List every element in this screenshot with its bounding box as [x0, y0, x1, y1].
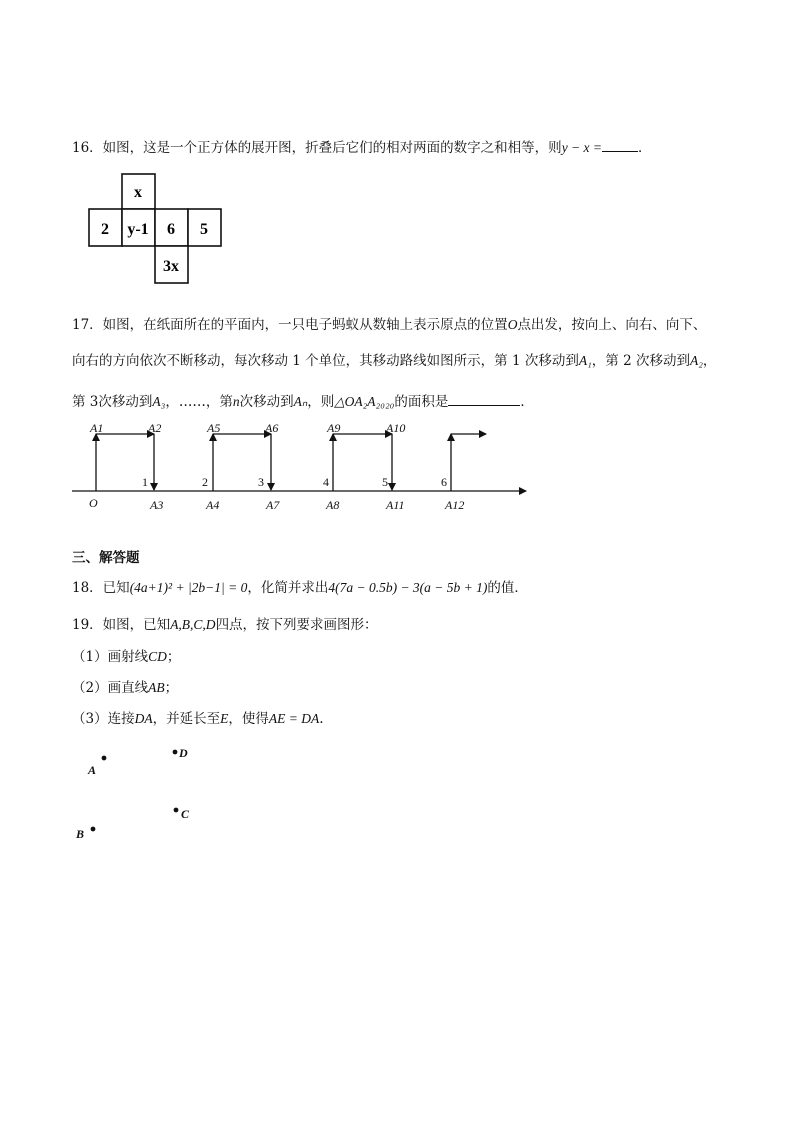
q19-part3-label: （3）连接	[72, 711, 135, 727]
q16-text-after: ．	[638, 140, 652, 156]
q18-text	[72, 576, 528, 596]
q19-part-2	[72, 676, 178, 696]
q17-origin-var: O	[507, 317, 518, 332]
q19-part2-target: AB	[148, 680, 165, 695]
label-A1: A1	[90, 421, 104, 435]
axis-num-5: 5	[382, 475, 388, 489]
q17-line3-end: 的面积是	[394, 394, 449, 410]
q18-expression: 4(7a − 0.5b) − 3(a − 5b + 1)	[328, 580, 488, 595]
q19-points: A,B,C,D	[170, 617, 216, 632]
q18-suffix: 的值．	[487, 580, 528, 596]
q17-line-3	[72, 390, 534, 410]
axis-num-1: 1	[142, 475, 148, 489]
net-label-2: y-1	[127, 221, 149, 238]
point-label-C: C	[181, 807, 190, 821]
label-A10: A10	[386, 421, 406, 435]
point-A	[102, 756, 107, 761]
q19-part1-label: （1）画射线	[72, 649, 149, 665]
axis-num-6: 6	[441, 475, 447, 489]
q18-condition: (4a+1)² + |2b−1| = 0	[129, 580, 248, 595]
label-A8: A8	[326, 498, 340, 512]
q18-prefix: 18．已知	[72, 580, 130, 596]
q19-part3-eq: AE = DA	[268, 711, 320, 726]
cube-net-figure	[88, 172, 228, 297]
q19-part3-dot: .	[319, 711, 324, 727]
label-A6: A6	[265, 421, 279, 435]
q16-text-before: 16．如图，这是一个正方体的展开图，折叠后它们的相对两面的数字之和相等，则	[72, 140, 562, 156]
point-label-A: A	[88, 763, 97, 777]
q17-n: n	[232, 394, 240, 409]
q16-answer-blank[interactable]	[602, 151, 638, 152]
q17-line3-mid1: ，……，第	[165, 394, 233, 410]
q17-line1-end: 点出发，按向上、向右、向下、	[517, 317, 707, 333]
q17-triangle: △OA₂A₂₀₂₀	[334, 394, 395, 409]
q19-part2-end: ；	[164, 680, 179, 696]
label-O: O	[89, 496, 98, 510]
axis-num-3: 3	[258, 475, 264, 489]
q16-text	[72, 136, 652, 156]
q19-part1-end: ；	[166, 649, 181, 665]
net-label-bottom: 3x	[163, 258, 179, 275]
ant-path-figure	[70, 418, 540, 518]
q17-line2-end: ，	[702, 353, 717, 369]
axis-num-4: 4	[323, 475, 329, 489]
label-A11: A11	[386, 498, 405, 512]
q19-part3-target: DA	[134, 711, 153, 726]
label-A3: A3	[150, 498, 164, 512]
q17-line-2	[72, 349, 716, 369]
q19-prefix: 19．如图，已知	[72, 617, 171, 633]
q17-an: Aₙ	[293, 394, 308, 409]
point-C	[174, 808, 179, 813]
q19-suffix: 四点，按下列要求画图形：	[215, 617, 378, 633]
label-A2: A2	[148, 421, 162, 435]
q19-part-1	[72, 645, 180, 665]
q17-line3-mid2: 次移动到	[239, 394, 294, 410]
q17-period: ．	[520, 394, 534, 410]
net-label-3: 6	[167, 221, 175, 238]
point-label-B: B	[76, 827, 85, 841]
q17-a1: A₁	[578, 353, 592, 368]
q19-text	[72, 613, 378, 633]
q19-part2-label: （2）画直线	[72, 680, 149, 696]
section-title: 三、解答题	[72, 550, 140, 566]
point-D	[173, 750, 178, 755]
q19-part3-e: E	[220, 711, 229, 726]
label-A9: A9	[327, 421, 341, 435]
points-figure	[70, 740, 210, 850]
q17-line3-text: 第 3次移动到	[72, 394, 153, 410]
q17-a2: A₂	[689, 353, 703, 368]
q17-line2-text: 向右的方向依次不断移动，每次移动 1 个单位，其移动路线如图所示，第 1 次移动到	[72, 353, 579, 369]
axis-num-2: 2	[202, 475, 208, 489]
label-A4: A4	[206, 498, 220, 512]
net-label-1: 2	[101, 221, 109, 238]
q19-part-3	[72, 707, 324, 727]
q18-middle: ，化简并求出	[247, 580, 329, 596]
q16-expr: y − x =	[561, 140, 603, 155]
q17-answer-blank[interactable]	[448, 405, 520, 406]
point-B	[91, 827, 96, 832]
q17-line-1	[72, 313, 706, 333]
q17-a3: A₃	[152, 394, 166, 409]
ant-path	[96, 434, 486, 491]
point-label-D: D	[179, 746, 188, 760]
q17-line2-mid: ，第 2 次移动到	[591, 353, 690, 369]
label-A12: A12	[445, 498, 465, 512]
q17-line3-mid3: ，则	[307, 394, 335, 410]
q19-part3-end: ，并延长至	[152, 711, 221, 727]
label-A7: A7	[266, 498, 280, 512]
q17-line1-text: 17．如图，在纸面所在的平面内，一只电子蚂蚁从数轴上表示原点的位置	[72, 317, 508, 333]
q19-part3-tail: ，使得	[228, 711, 269, 727]
q19-part1-target: CD	[148, 649, 167, 664]
net-label-top: x	[134, 184, 142, 201]
label-A5: A5	[207, 421, 221, 435]
net-label-4: 5	[200, 221, 208, 238]
